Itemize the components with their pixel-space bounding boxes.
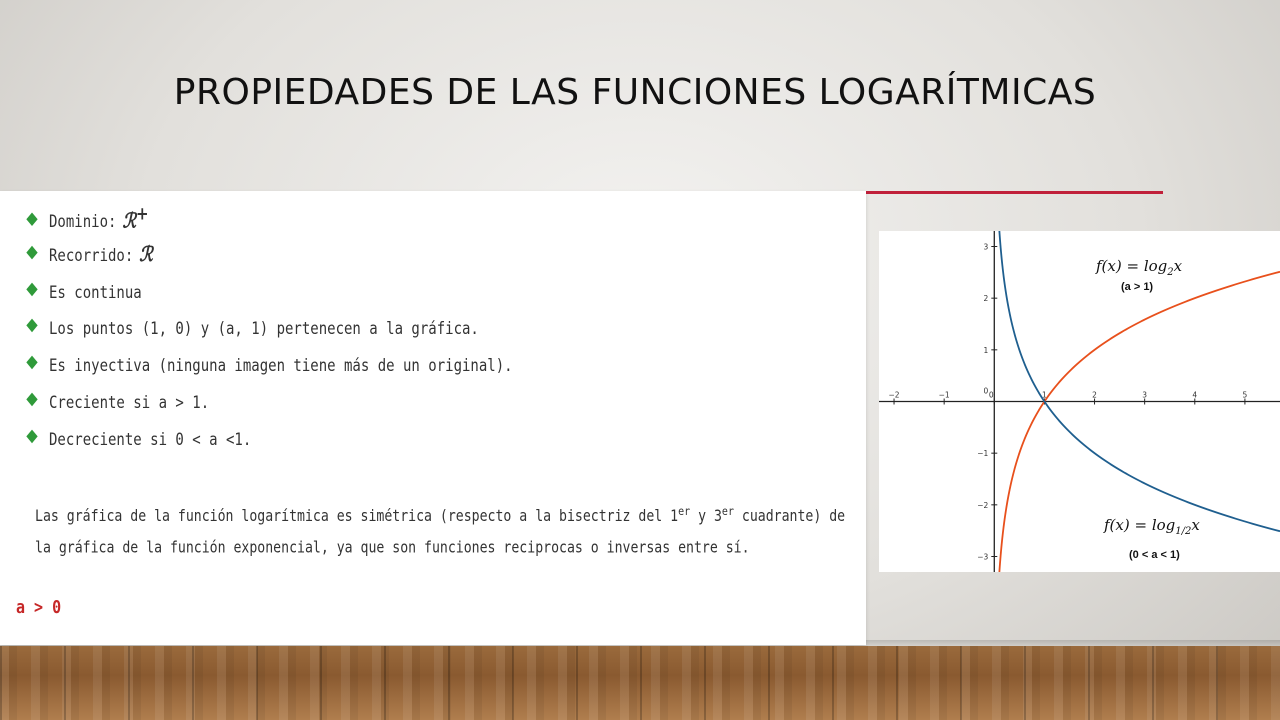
diamond-bullet-icon: [26, 356, 37, 370]
y-tick-label: 2: [983, 294, 989, 304]
x-tick-label: −1: [938, 390, 950, 400]
log-half-formula: $f(x) = \log_{1/2}x$: [1104, 516, 1200, 537]
log-half-condition: (0 < a < 1): [1129, 549, 1180, 561]
reals-symbol: ℛ+: [122, 202, 149, 234]
y-tick-label: −2: [977, 500, 989, 510]
property-decreasing: [28, 430, 251, 449]
property-injective: [28, 356, 513, 375]
property-text: Creciente si a > 1.: [49, 393, 210, 413]
property-increasing: [28, 393, 209, 412]
diamond-bullet-icon: [26, 430, 37, 444]
x-tick-label: 2: [1092, 390, 1097, 400]
property-text: Los puntos (1, 0) y (a, 1) pertenecen a la gráfica.: [49, 319, 479, 339]
diamond-bullet-icon: [26, 283, 37, 297]
x-tick-label: 1: [1042, 390, 1047, 400]
property-range: [28, 243, 153, 267]
log-graph-svg: [879, 231, 1280, 572]
property-domain: [28, 202, 149, 233]
property-text: Recorrido:: [49, 246, 134, 266]
content-panel: [0, 191, 866, 645]
x-tick-label: 0: [988, 390, 994, 400]
y-tick-label: −1: [977, 449, 989, 459]
x-tick-label: 4: [1192, 390, 1198, 400]
y-tick-label: 1: [983, 345, 989, 355]
property-continuous: [28, 283, 142, 302]
diamond-bullet-icon: [26, 246, 37, 260]
y-tick-label: −3: [977, 552, 989, 562]
accent-line: [866, 191, 1163, 194]
symmetry-paragraph: Las gráfica de la función logarítmica es simétrica (respecto a la bisectriz del 1er y 3er cuadrante) de la gráfica de la función exponencial, ya que son funciones reciprocas o inversas entre sí.: [35, 505, 846, 558]
property-text: Decreciente si 0 < a <1.: [49, 430, 252, 450]
y-tick-label: 3: [983, 242, 989, 252]
log-half-curve: [999, 231, 1280, 531]
slide-title: PROPIEDADES DE LAS FUNCIONES LOGARÍTMICAS: [173, 72, 1097, 113]
base-condition: a > 0: [16, 596, 62, 618]
x-tick-label: 5: [1242, 390, 1248, 400]
log-graph: [879, 231, 1280, 572]
property-text: Es inyectiva (ninguna imagen tiene más de un original).: [49, 356, 513, 376]
x-tick-label: −2: [888, 390, 900, 400]
log2-formula: $f(x) = \log_2x$: [1096, 257, 1183, 278]
reals-symbol: ℛ: [139, 243, 153, 267]
wood-floor: [0, 646, 1280, 720]
diamond-bullet-icon: [26, 212, 37, 226]
property-points: [28, 319, 479, 338]
diamond-bullet-icon: [26, 393, 37, 407]
property-text: Dominio:: [49, 212, 117, 233]
log2-condition: (a > 1): [1121, 281, 1154, 293]
property-text: Es continua: [49, 283, 142, 303]
diamond-bullet-icon: [26, 319, 37, 333]
x-tick-label: 3: [1142, 390, 1148, 400]
y-tick-label: 0: [983, 386, 989, 396]
